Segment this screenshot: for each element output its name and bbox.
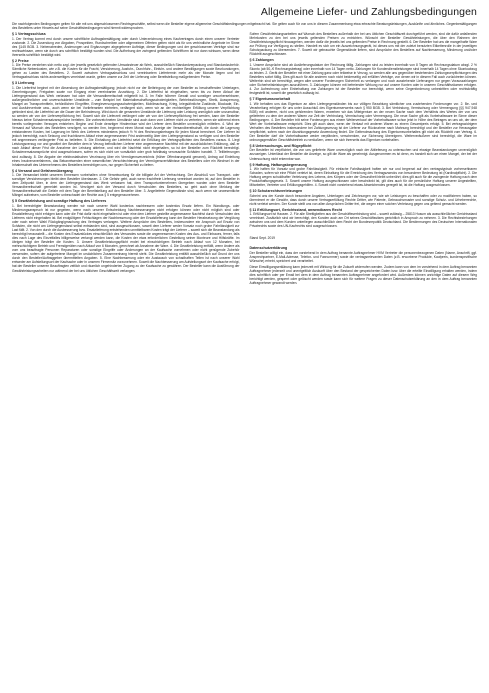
section-title: § 6 Zahlungen [249,58,274,63]
privacy-title: Datenschutzerklärung [249,246,288,251]
section-haftung [250,163,478,188]
section-title: § 1 Vertragsschluss [12,32,46,37]
section-zahlungen [250,58,478,95]
section-gewaehrleistung [12,199,240,272]
section-eigentumsvorbehalt [250,97,478,142]
document-title: Allgemeine Liefer- und Zahlungsbedingungen [260,6,477,18]
section-preise [12,59,240,80]
section-text: 1. Wir haften für Vorsatz und grobe Fahrlässigkeit. Für einfache Fahrlässigkeit haften wir nur und begrenzt auf den vertragstypisch vorhersehbaren Schaden, sofern wir eine Pflicht verletzt ist, deren Einhaltung für die Erreichung des Vertragszwecks von besonderer Bedeutung ist (Kardinalpflicht). 2. Die Haftung wegen schuldhafter Verletzung des Lebens, des Körpers oder der Gesundheit bleibt unberührt; dies gilt auch für die zwingende Haftung nach dem Produkthaftungsgesetz. 3. Soweit unsere Haftung ausgeschlossen oder beschränkt ist, gilt dies auch für die persönliche Haftung unserer Angestellten, Mitarbeiter, Vertreter und Erfüllungsgehilfen. 4. Soweit nicht vorstehend etwas Abweichendes geregelt ist, ist die Haftung ausgeschlossen. [249,166,477,188]
intro-paragraph: Die nachfolgenden Bedingungen gelten für alle mit uns abgeschlossenen Rechtsgeschäfte, selbst wenn die Besteller eigene allgemeine Geschäftsbedingungen mitgebracht hat. Sie gelten auch für von uns in diesem Zusammenhang etwa erbrachte Beratungsleistungen, Auskünfte und ähnliches. Gegenbestätigungen des Bestellers unter Hinweis auf seine Geschäftsbedingungen wird hiermit widersprochen. [12,22,477,31]
section-text: 1. Die Lieferfrist beginnt mit der Absendung der Auftragsbestätigung; jedoch nicht vor der Beibringung der vom Besteller zu beschaffenden Unterlagen, Genehmigungen, Freigaben sowie vor Eingang einer vereinbarten Anzahlung. 2. Die Lieferfrist ist eingehalten, wenn bis zu ihrem Ablauf der Liefergegenstand das Werk verlassen hat oder die Versandbereitschaft mitgeteilt ist. 3. Im Falle höherer Gewalt und sonstiger unvorhersehbarer, außergewöhnlicher und unverschuldeter Umstände – zum Beispiel bei Materialbeschaffungsschwierigkeiten, Betriebsstörungen, Streik, Aussperrung, Mangel an Transportmitteln, behördlichen Eingriffen, Energieversorgungsschwierigkeiten, Mobilmachung, Krieg, kriegsähnliche Zustände, Blockade, Ein- und Ausfuhrverbote usw., auch wenn sie bei Vorlieferanten eintreten, verlängert sich, wenn wir an der rechtzeitigen Erfüllung unserer Verpflichtung gehindert sind, die Lieferfrist um die Dauer der Behinderung. Wird durch die genannten Umstände die Lieferung oder Leistung unmöglich oder unzumutbar, so werden wir von der Lieferverpflichtung frei. Soweit sich die Lieferzeit verlängert oder wir von der Lieferverpflichtung frei werden, kann der Besteller hieraus keine Schadenersatzansprüche herleiten. Die vorbezeichneten Umstände sind auch dann vom Lieferer nicht zu vertreten, wenn sie während eines bereits vorliegenden Verzuges entstehen. Beginn und Ende derartiger Hindernisse wird der Lieferer dem Besteller unverzüglich mitteilen. 4. Wird der Versand auf Wunsch des Bestellers verzögert, so werden ihm, beginnend einen Monat nach Anzeige der Versandbereitschaft, die durch die Lagerung entstandenen Kosten, bei Lagerung im Werk des Lieferers mindestens jedoch ½ % des Rechnungsbetrages für jeden Monat berechnet. Der Lieferer ist jedoch berechtigt, nach Setzung und fruchtlosem Ablauf einer angemessenen Frist anderweitig über den Liefergegenstand zu verfügen und den Besteller mit angemessen verlängerter Frist zu beliefern. 5. Die Einhaltung der Lieferfrist setzt die Erfüllung der Vertragspflichten des Bestellers voraus. 6. Liegt Leistungsverzug vor und gewährt der Besteller dem in Verzug befindlichen Lieferer eine angemessene Nachfrist mit der ausdrücklichen Erklärung, daß er nach Ablauf dieser Frist die Annahme der Leistung ablehne, und wird die Nachfrist nicht eingehalten, so ist der Besteller zum Rücktritt berechtigt. Schadenersatzansprüche sind ausgeschlossen, sofern es sich nicht um vorsätzlich oder grob fahrlässig verursachte Schäden handelt. 7. Teillieferungen sind zulässig. 8. Die Abgabe der elektrostatischen Verzinsung über ein Vermögensverzeichnis (früher Offenbarungseid genannt), Antrag auf Einleitung eines Insolvenzverfahrens, das Bekanntwerden einer wesentlichen Verschlechterung der Vermögensverhältnisse des Bestellers oder ein Wechsel in der Inhaberschaft des Unternehmens des Bestellers berechtigen uns, nur gegen Sicherheit zu liefern. [12,85,240,167]
columns [12,32,477,285]
section-title: § 7 Eigentumsvorbehalt [249,97,291,102]
section-schutzrechte [250,189,478,206]
section-text: 1. Unsere Ansprüche sind ab Auslieferungsdatum der Rechnung fällig. Zahlungen sind zu leisten innerhalb von 8 Tagen ab Rechnungsdatum abzgl. 2 % Skonto (ab 50,-€ Rechnungsbetrag) oder innerhalb von 14 Tagen netto. Zahlungen für Kundendienstleistungen sind innerhalb 14 Tagen ohne Skontoabzug zu leisten. 2. Gerät der Besteller mit einer Zahlung ganz oder teilweise in Verzug, so werden alle uns gegenüber bestehenden Zahlungsverpflichtungen des Bestellers sofort fällig. Dies gilt auch für alle anderen noch nicht beiderseitig voll erfüllten Verträge, von denen wir in diesem Fall auch zurücktreten können. Weiterhin sind wir berechtigt, wegen aller unserer Forderungen Sicherheit zu verlangen und noch ausstehende Lieferungen nur gegen Vorauszahlungen oder Sicherheitsleistungen auszuführen. 3. Zahlungen können mit befreiender Wirkung nur auf unsere Konten oder in unseren Geschäftsräumen erfolgen. 4. Zur Aufrechnung oder Einbehaltung von Zahlungen ist der Besteller nur berechtigt, wenn seine Gegenforderung unbestritten oder rechtskräftig festgestellt ist, soweit die gesetzlich zulässig ist. [249,62,477,96]
section-title: § 5 Gewährleistung und sonstige Haftung des Lieferers [12,199,107,204]
section-title: § 10 Schutzrechtsverletzungen [249,189,303,194]
section-title: § 2 Preise [12,58,29,63]
section-title: § 3 Lieferung [12,81,35,86]
section-text: 1. Die Preise verstehen sich netto zzgl. der jeweils gesetzlich geltenden Umsatzsteuer ab Werk, ausschließlich Standardverpackung und Standardzubehör. Sämtliche Nebenkosten, wie z.B. die Kosten für die Fracht, Versicherung, Ausfuhr-, Durchfuhr-, Einfuhr- und andere Bewilligungen sowie Beurkundungen, gehen zu Lasten des Bestellers. 2. Soweit zwischen Vertragsabschluss und vereinbartem Liefertermin mehr als vier Monate liegen und bei Vertragsabschluss nichts anderweitiges vereinbart wurde, gelten unsere zur Zeit der Lieferung oder Bereitstellung maßgebenden Preise. [12,63,240,80]
section-ruegepflicht [250,144,478,161]
section-title: § 4 Versand und Gefahrenübergang [12,168,73,173]
section-gewaehrleistung-continued [250,32,478,56]
section-text: Der Besteller ist verpflichtet, die von uns gelieferte Ware unverzüglich nach der Ablieferung zu untersuchen und etwaige Beanstandungen unverzüglich anzuzeigen. Unterlässt der Besteller die Anzeige, so gilt die Ware als genehmigt. Ausgenommen es ist denn, es handelt sich um einen Mangel, der bei der Untersuchung nicht erkennbar war. [249,148,477,161]
section-vertragsschluss [12,32,240,57]
section-text: 1. Der Vertrag kommt erst durch unsere schriftliche Auftragsbestätigung oder durch Unterzeichnung eines Kaufvertrages durch einen unserer Vertreter zustande. 2. Die Zusendung von Abgaben, Prospekten, Rundschreiben oder allgemeinen Offerten gelten nicht als für uns verbindliche Angebote im Sinne des §145 BGB. 3. Nebenabreden, Änderungen und Ergänzungen abgegebener Aufträge, dieser Bedingungen und der geschlossenen Verträge sind nur rechtswirksam, wenn sie durch uns schriftlich bestätigt wurden sind. Die Aufhebung der zwingend geltenden Schriftform ist nur dann wirksam, wenn diese ihrerseits schriftlich bestätigt wird. [12,36,240,57]
left-column [12,32,240,285]
privacy-text: Der Besteller willigt ein, dass der vorstehend in dem Auftrag benannte Auftragnehmer HVM Vertreter die personenbezogenen Daten (Name, Anschrift, ggf. Ansprechpartner, E-Mail-Adresse, Telefon- und Faxnummer) sowie die vertragsrelevanten Daten (z.B. erworbene Produkte, Kaufpreis, kundenspezifische Wünsche) erhebt, speichert und verarbeitet. [249,250,477,263]
section-gerichtsstand [250,208,478,229]
section-text: 1. Erfüllungsort ist Hausen. 2. Für alle Streitigkeiten aus der Geschäftsverbindung wird – soweit zulässig – 25813 Husum als ausschließlicher Gerichtsstand vereinbart. Zusätzlich sind wir berechtigt, den Kunden auch am Ort seines Geschäftssitzes gerichtlich in Anspruch zu nehmen. 3. Die Rechtsbeziehungen zwischen uns und dem Kunden unterliegen ausschließlich dem Recht der Bundesrepublik Deutschland. Die Bestimmungen des Deutschen Internationalen Privatrechts sowie des UN-Kaufrechts sind ausgeschlossen. [249,212,477,229]
section-versand [12,169,240,198]
privacy-text: Diese Einwilligungserklärung kann jederzeit mit Wirkung für die Zukunft widerrufen werden. Zudem kann von dem im vorstehend in dem Auftrag benannten Auftragnehmer jederzeit und unentgeltlich Auskunft über den Bestand der gespeicherten Daten bzw. über die erteilte Einwilligung erhalten werden, indem dies schriftlich oder per Email bei dem in dem Auftrag benannten Auftragnehmer angefordert wird. Außerdem können unrichtige Daten auf diesem Weg berichtigt werden, gesperrt oder gelöscht werden sowie kann sich für weitere Fragen zu dieser Datenschutzerklärung an den in dem Auftrag benannten Auftragnehmer gewandt werden. [249,264,477,286]
section-title: § 8 Untersuchungs- und Rügepflicht [249,144,312,149]
privacy-notice [250,246,478,285]
section-text: 1. Bei berechtigter Beanstandung werden wir nach unserer Wahl kostenlos nachbessern oder kostenlos Ersatz liefern. Ein Wandlungs- oder Minderungsanspruch ist nur gegeben, wenn nach unserer Entscheidung Nachbesserungen nicht erfolgen können oder nicht möglich sind oder Ersatzlieferung nicht erfolgen kann oder die Frist dafür nicht eingehalten ist oder eine dem Lieferer gestellte angemessene Nachfrist durch Verschulden des Lieferers nicht eingehalten ist. Bei endgültigem Fehlschlagen der Nachbesserung oder der Ersatzlieferung kann der Besteller Herabsetzung der Vergütung oder nach seiner Wahl Rückgängigmachung des Vertrages verlangen. Weitere Ansprüche des Bestellers, insbesondere ein Anspruch auf Ersatz von Schäden, die nicht am Liefergegenstand selbst entstanden sind, sind ausgeschlossen, soweit dem Lieferer weder Vorsatz noch grobe Fahrlässigkeit zur Last fällt. 2. Von den durch die Ausbesserung bzw. Ersatzlieferung entstehenden unmittelbaren Kosten trägt der Lieferer – soweit sich die Beanstandung als berechtigt herausstellt – die Kosten des Ersatzstückes einschließlich des Versandes sowie die angemessenen Kosten des Aus- und Einbaues, ferner, falls dies nach Lage des Einzelfalles billigerweise verlangt werden kann, die Kosten der etwa erforderlichen Gestellung seiner Monteure und Hilfskräfte. Im übrigen trägt der Besteller die Kosten. 3. Unsere Gewährleistungspflicht endet bei einschichtigem Betrieb nach Ablauf von 12 Monaten, bei mehrschichtigem Betrieb und Fremdgeräten nach Ablauf von 6 Monaten, gerechnet ab Annahme der Ware. 4. Die Gewährleistung entfällt, wenn ändere als vom uns beauftragte Personen Reparaturen oder sonstige Eingriffe oder Änderungen an der Kaufsache vornehmen oder nicht genügende Zubehör verwenden, sofern der aufgetretene Mangel im ursächlichen Zusammenhang hiermit steht. Die Gewährleistung entfällt ausschließlich auf Grund der uns durch den Besteller/Auftraggeber übermittelten Angaben. 5. Eine Nachbesserung oder ein Austausch von schadhaften Teilen ist nach unserer Wahl entweder am Aufstellungsort der Kaufsache oder in unseren Firmensitz vorzunehmen. Soweit die Nachbesserung am Aufstellungsort der Kaufsache erfolgt, hat der Besteller unseren Beauftragten zeitlich und räumlich ungehinderten Zugang zu der Kaufsache zu gewähren. Der Besteller kann die Ausführung der Gewährleistungsarbeiten nur während der bei uns üblichen Geschäftszeit verlangen. [12,203,240,273]
section-text: Scheint uns der Kunde durch besondere Angaben, Unterlagen und Zeichnungen vor, wie wir Leistungen zu beschaffen oder zu modifizieren haben, so übernimmt er die Gewähr, dass durch unsere Vertragserfüllung Rechte Dritter, wie Patente, Gebrauchsmuster und sonstige Schutz- und Urheberrechte, nicht verletzt werden. Der Kunde stellt uns von allen Ansprüchen Dritter frei, die wegen einer solchen Verletzung gegen uns geltend gemacht werden. [249,193,477,206]
section-text: 1. Wir behalten uns das Eigentum an allen Liefergegenständen bis zur völligen Bezahlung sämtlicher uns zustehenden Forderungen vor. 2. Be- und Verarbeitung erfolgen für uns unter Ausschluß des Eigentumserwerbs nach § 950 BGB. 3. Bei Verbindung, Vermischung oder Vermengung (§§ 947,948 BGB) mit anderen, nicht uns gehörenden Waren, erwerben wir das Miteigentum an der neuen Sache nach dem Verhältnis des Wertes der von uns gelieferten zu dem der anderen Waren zur Zeit der Verbindung, Vermischung oder Vermengung. Die neue Sache gilt als Vorbehaltsware im Sinne dieser Bedingungen. 4. Der Besteller tritt seine Forderungen aus einem Weiterverkauf der Vorbehaltsware schon jetzt in Höhe des Betrages an uns ab, der dem Wert der Vorbehaltsware entspricht. Dies gilt auch dann, wenn der Verkauf mit anderen Waren zu einem Gesamtpreis erfolgt. 5. Bei vertragswidrigem Verhalten des Bestellers insbesondere bei Zahlungsverzug ist der Lieferer zur Rücknahme nach Mahnung berechtigt und der Besteller zur Herausgabe verpflichtet, sofern nach der Abzahlungsgesetz Anwendung findet. Die Geltendmachung des Eigentumsvorbehaltes gilt nicht als Rücktritt vom Vertrag. 6. Der Besteller darf die Vorbehaltsware weder verpfänden, verschenken, zur Sicherung übereignen. Weiterveräußerer sind berechtigt, die Ware im ordnungsgemäßen Geschäftsbetrieb zu veräußern, wenn sie sich ihrerseits das Eigentum vorbehalten. [249,101,477,142]
right-column [250,32,478,285]
section-text: 1. Die Versandart bleibt unserem Ermessen vorbehalten ohne Verantwortung für die billigste Art der Verfrachtung. Der Abschluß von Transport- oder sonstiger Versicherungen bleibt dem Besteller überlassen. 2. Die Gefahr geht, auch wenn frachtfreie Lieferung vereinbart worden ist, auf den Besteller in dem Zeitpunkt über, in dem der Liefergegenstand das Werk verlassen hat, dem Transportunternehmen übergeben worden oder dem Besteller Versandbereitschaft gemeldet worden ist. Verzögert sich der Versand durch Verschulden des Bestellers, so geht auch ohne Meldung der Versandbereitschaft die Gefahr mit dem Tage der Bereitstellung auf den Besteller über. 3. Angelieferte Gegenstände sind, auch wenn sie unwesentliche Mängel aufweisen, vom Besteller unbeschadet der Rechte aus § 5 entgegenzunehmen. [12,173,240,198]
section-title: § 11 Erfüllungsort, Gerichtsstand, anwendbares Recht [249,207,342,212]
section-lieferung [12,81,240,166]
section-text: Sofern Gewährleistungsarbeiten auf Wunsch des Bestellers außerhalb der bei uns üblichen Geschäftszeit durchgeführt werden, sind die dafür anfallenden Mehrkosten zu den bei uns jeweils geltenden Preisen zu entrichten. Wünscht der Besteller Gewährleistungen, die über den Rahmen der Gewährleistungspflicht hinausgehen, werden dafür die jeweils bei uns geltenden Preise in Rechnung gestellt. 6. Der Besteller hat uns die mangelhafte Ware zur Prüfung zur Verfügung zu stellen. Handelt es sich um ein Auszeichnungsgerät, ist dieses uns mit der zuletzt benutzten Etikettenrolle in der jeweiligen Schutzpackung zu übersenden. 7. Soweit wir gebrauchte Gegenstände liefern, sind Ansprüche des Bestellers auf Nachbesserung, Minderung und/oder Rücktritt ausgeschlossen. [249,32,477,57]
section-title: § 9 Haftung, Haftungsbegrenzung [249,162,307,167]
version-date: Stand Sept. 2019 [249,236,275,241]
